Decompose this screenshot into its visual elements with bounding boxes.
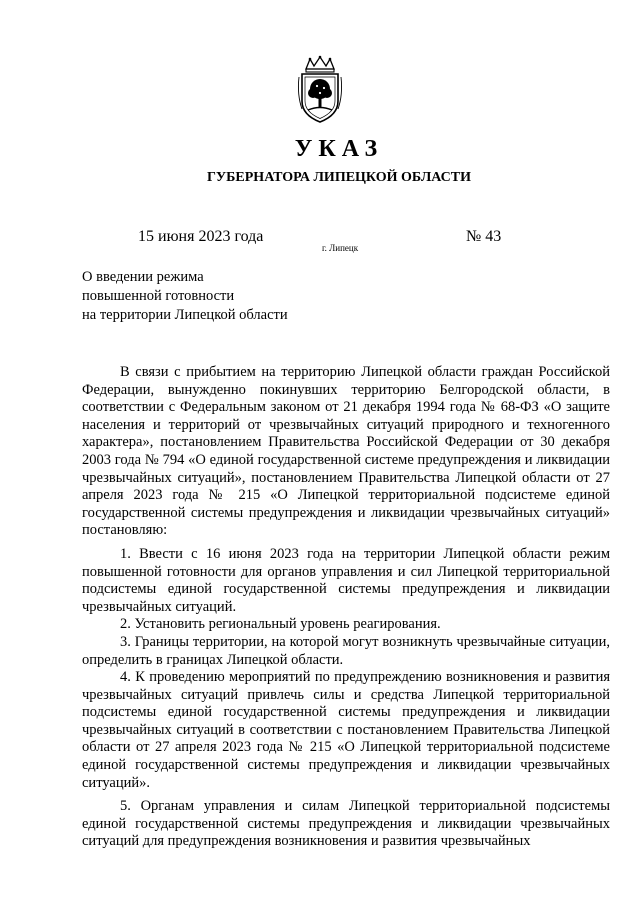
clause-paragraph-2: 2. Установить региональный уровень реагирования.: [120, 616, 441, 633]
subject-line: О введении режима: [82, 269, 204, 285]
clause-paragraph-5: 5. Органам управления и силам Липецкой территориальной подсистемы единой государственной системы предупреждения и ликвидации чрезвычайных ситуаций для предупреждения возникновения и развития чрезвычайных: [82, 798, 610, 850]
clause-paragraph-1: 1. Ввести с 16 июня 2023 года на территории Липецкой области режим повышенной готовности для органов управления и сил Липецкой территориальной подсистемы единой государственной системы предупреждения и ликвидации чрезвычайных ситуаций.: [82, 545, 610, 615]
clause-paragraph-3: 3. Границы территории, на которой могут возникнуть чрезвычайные ситуации, определить в границах Липецкой области.: [82, 633, 610, 668]
decree-city: г. Липецк: [322, 243, 359, 253]
decree-title: УКАЗ: [294, 136, 384, 162]
subject-line: на территории Липецкой области: [82, 307, 288, 323]
decree-body: [82, 364, 610, 851]
decree-date: 15 июня 2023 года: [138, 228, 264, 245]
clause-paragraph-4: 4. К проведению мероприятий по предупреждению возникновения и развития чрезвычайных ситуаций привлечь силы и средства Липецкой территориальной подсистемы единой государственной системы предупреждения и ликвидации чрезвычайных ситуаций в соответствии с постановлением Правительства Липецкой области от 27 апреля 2023 года № 215 «О Липецкой территориальной подсистеме единой государственной системы предупреждения и ликвидации чрезвычайных ситуаций».: [82, 669, 610, 791]
issuer-subtitle: ГУБЕРНАТОРА ЛИПЕЦКОЙ ОБЛАСТИ: [206, 170, 471, 185]
preamble-paragraph: В связи с прибытием на территорию Липецкой области граждан Российской Федерации, вынужденно покинувших территорию Белгородской области, в соответствии с Федеральным законом от 21 декабря 1994 года № 68-ФЗ «О защите населения и территорий от чрезвычайных ситуаций природного и техногенного характера», постановлением Правительства Российской Федерации от 30 декабря 2003 года № 794 «О единой государственной системе предупреждения и ликвидации чрезвычайных ситуаций», постановлением Правительства Липецкой области от 27 апреля 2023 года № 215 «О Липецкой территориальной подсистеме единой государственной системы предупреждения и ликвидации чрезвычайных ситуаций» постановляю:: [82, 364, 610, 539]
subject-line: повышенной готовности: [82, 288, 235, 304]
coat-of-arms-emblem-icon: [294, 55, 346, 125]
decree-number: № 43: [466, 228, 502, 245]
decree-subject: [82, 268, 362, 325]
